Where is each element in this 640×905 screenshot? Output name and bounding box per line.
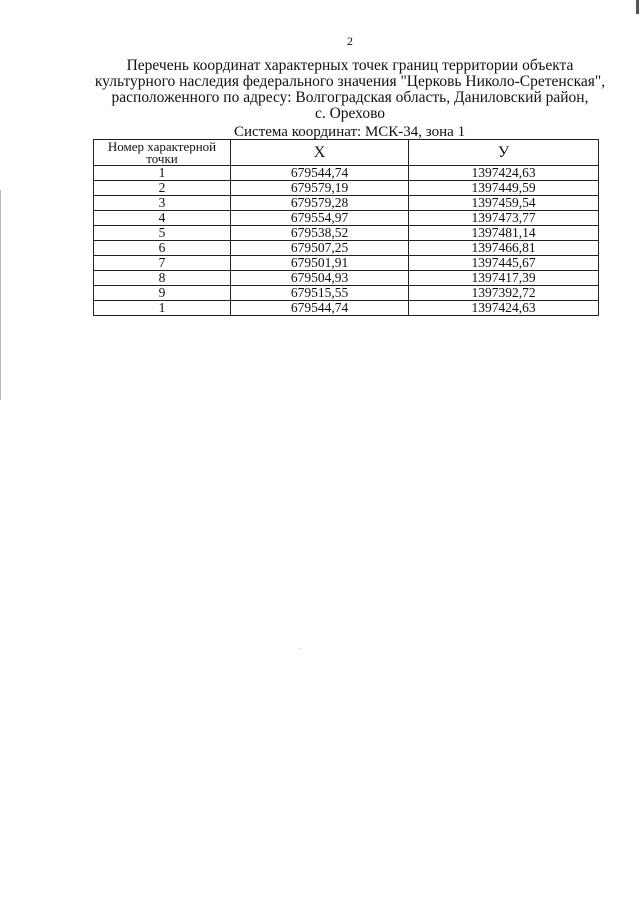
cell-x: 679544,74 (231, 166, 409, 181)
cell-point-number: 1 (94, 166, 231, 181)
table-header-row (94, 140, 599, 166)
title-line: культурного наследия федерального значения "Церковь Николо-Сретенская", (94, 73, 606, 90)
table-row (94, 271, 599, 286)
cell-x: 679579,19 (231, 181, 409, 196)
table-row (94, 241, 599, 256)
cell-x: 679538,52 (231, 226, 409, 241)
cell-y: 1397392,72 (409, 286, 599, 301)
document-title (80, 58, 620, 122)
cell-point-number: 6 (94, 241, 231, 256)
cell-y: 1397445,67 (409, 256, 599, 271)
header-y: У (409, 140, 599, 166)
title-line: Перечень координат характерных точек границ территории объекта (126, 57, 574, 74)
page-number: 2 (347, 34, 353, 48)
cell-y: 1397424,63 (409, 301, 599, 316)
cell-y: 1397449,59 (409, 181, 599, 196)
header-x: Х (231, 140, 409, 166)
coordinates-table (93, 139, 599, 316)
cell-point-number: 7 (94, 256, 231, 271)
table-row (94, 166, 599, 181)
cell-y: 1397481,14 (409, 226, 599, 241)
cell-x: 679501,91 (231, 256, 409, 271)
cell-x: 679515,55 (231, 286, 409, 301)
cell-y: 1397473,77 (409, 211, 599, 226)
cell-point-number: 8 (94, 271, 231, 286)
cell-y: 1397466,81 (409, 241, 599, 256)
table-row (94, 256, 599, 271)
header-point-number: Номер характерной точки (94, 140, 231, 166)
cell-point-number: 2 (94, 181, 231, 196)
coordinate-system-caption: Система координат: МСК-34, зона 1 (234, 124, 466, 140)
table-row (94, 286, 599, 301)
scan-artifact (636, 0, 639, 14)
cell-y: 1397459,54 (409, 196, 599, 211)
cell-point-number: 9 (94, 286, 231, 301)
table-body (94, 166, 599, 316)
table-row (94, 226, 599, 241)
table-row (94, 211, 599, 226)
cell-point-number: 4 (94, 211, 231, 226)
cell-point-number: 1 (94, 301, 231, 316)
title-line: с. Орехово (314, 105, 386, 122)
cell-y: 1397424,63 (409, 166, 599, 181)
scan-artifact (0, 190, 1, 400)
cell-x: 679504,93 (231, 271, 409, 286)
cell-x: 679544,74 (231, 301, 409, 316)
table-row (94, 301, 599, 316)
scan-artifact (300, 648, 301, 649)
table-row (94, 196, 599, 211)
cell-y: 1397417,39 (409, 271, 599, 286)
cell-point-number: 3 (94, 196, 231, 211)
cell-point-number: 5 (94, 226, 231, 241)
table-row (94, 181, 599, 196)
title-line: расположенного по адресу: Волгоградская область, Даниловский район, (111, 89, 589, 106)
cell-x: 679554,97 (231, 211, 409, 226)
cell-x: 679507,25 (231, 241, 409, 256)
cell-x: 679579,28 (231, 196, 409, 211)
